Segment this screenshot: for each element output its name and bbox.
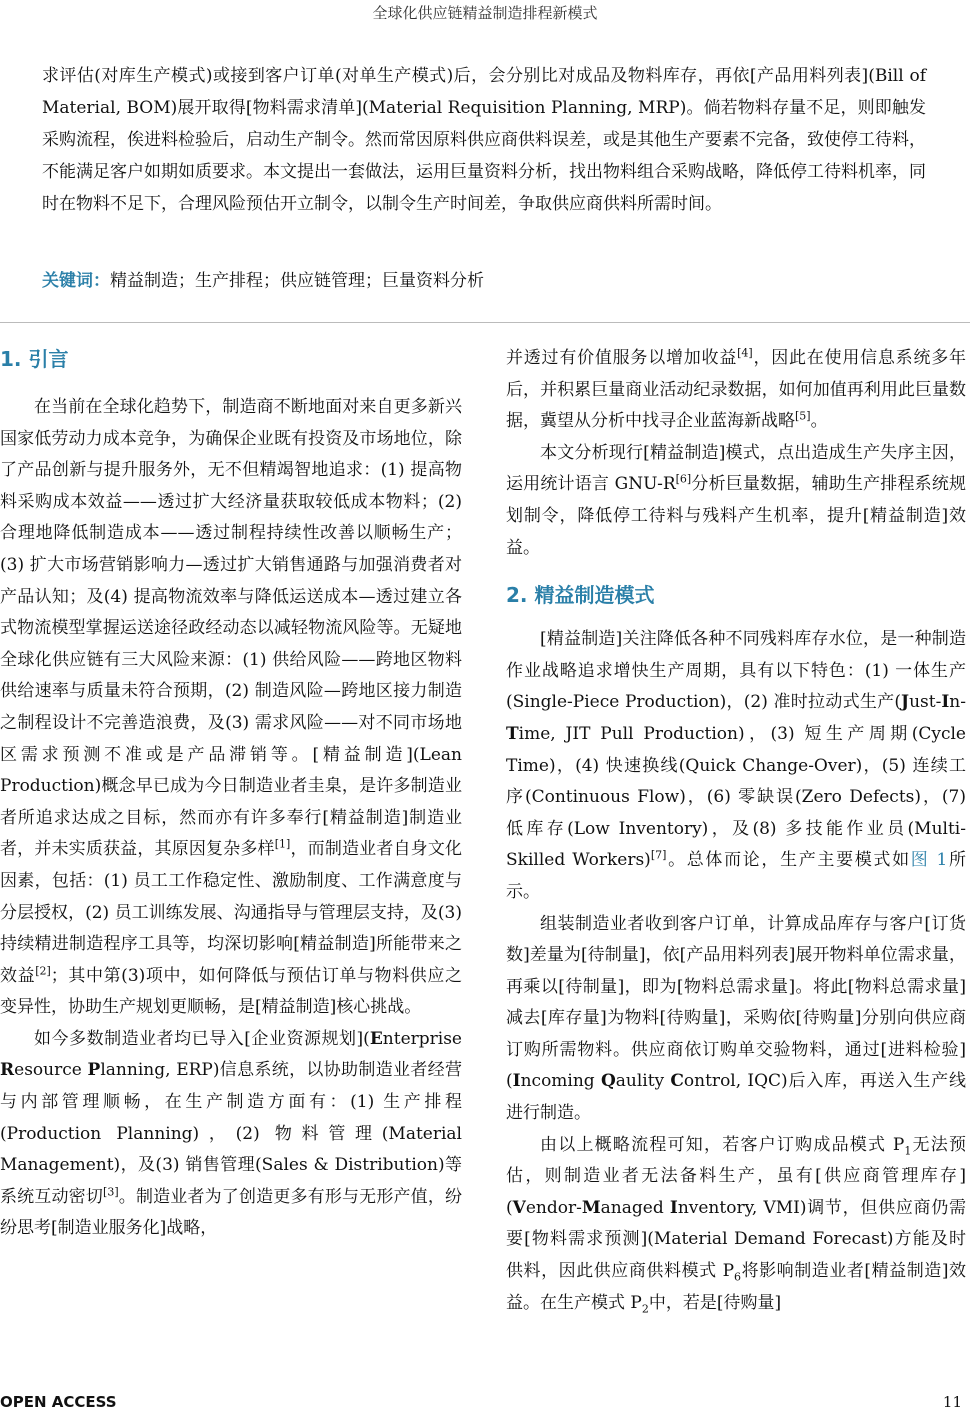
bold-initial: I xyxy=(941,692,950,713)
footer-open-access: OPEN ACCESS xyxy=(0,1393,117,1411)
bold-initial: P xyxy=(87,1060,101,1081)
text-run: nterprise xyxy=(382,1028,462,1049)
citation-2: [2] xyxy=(35,964,51,978)
bold-initial: M xyxy=(581,1197,601,1218)
text-run: aulity xyxy=(615,1071,671,1092)
intro-paragraph-3 xyxy=(506,343,966,438)
section-heading-lean-production: 2. 精益制造模式 xyxy=(506,583,655,608)
bold-initial: C xyxy=(670,1071,684,1092)
citation-7: [7] xyxy=(650,848,667,862)
bold-initial: V xyxy=(512,1197,526,1218)
bold-initial: Q xyxy=(600,1071,616,1092)
subscript: 6 xyxy=(734,1270,742,1284)
section-heading-introduction: 1. 引言 xyxy=(0,347,69,371)
text-run: anaged xyxy=(600,1197,670,1218)
bold-initial: T xyxy=(506,723,519,744)
lean-paragraph-1 xyxy=(506,624,966,908)
bold-initial: I xyxy=(669,1197,678,1218)
text-run: ；其中第(3)项中，如何降低与预估订单与物料供应之变异性，协助生产规划更顺畅，是[精益制造]核心挑战。 xyxy=(0,965,462,1018)
text-run: ime, JIT Pull Production)，(3) 短生产周期(Cycle Time)，(4) 快速换线(Quick Change-Over)，(5) 连续工序(Continuous Flow)，(6) 零缺误(Zero Defects)，(7) 低库存(Low Inventory)，及(8) 多技能作业员(Multi-Skilled Workers) xyxy=(506,723,966,871)
text-run: 如今多数制造业者均已导入[企业资源规划]( xyxy=(34,1028,370,1049)
figure-1-link[interactable]: 图 1 xyxy=(910,850,948,871)
page-number: 11 xyxy=(942,1393,962,1411)
subscript: 2 xyxy=(641,1302,649,1316)
bold-initial: J xyxy=(901,692,910,713)
text-run: 由以上概略流程可知，若客户订购成品模式 P xyxy=(540,1134,905,1155)
abstract-text: 求评估(对库生产模式)或接到客户订单(对单生产模式)后，会分别比对成品及物料库存，再依[产品用料列表](Bill of Material, BOM)展开取得[物料需求清单](Material Requisition Planning, MRP)。倘若物料存量不足，则即触发采购流程，俟进料检验后，启动生产制令。然而常因原料供应商供料误差，或是其他生产要素不完备，致使停工待料，不能满足客户如期如质要求。本文提出一套做法，运用巨量资料分析，找出物料组合采购战略，降低停工待料机率，同时在物料不足下，合理风险预估开立制令，以制令生产时间差，争取供应商供料所需时间。 xyxy=(42,66,926,214)
text-run: n- xyxy=(949,692,966,713)
section-divider xyxy=(0,322,970,323)
citation-3: [3] xyxy=(103,1185,119,1199)
intro-paragraph-2 xyxy=(0,1024,462,1245)
citation-6: [6] xyxy=(675,472,692,486)
right-column xyxy=(506,343,966,1319)
lean-paragraph-2 xyxy=(506,909,966,1130)
text-run: 所示。 xyxy=(506,850,966,902)
bold-initial: I xyxy=(512,1071,521,1092)
text-run: ncoming xyxy=(520,1071,601,1092)
bold-initial: R xyxy=(0,1060,15,1081)
text-run: 在当前在全球化趋势下，制造商不断地面对来自更多新兴国家低劳动力成本竞争，为确保企业既有投资及市场地位，除了产品创新与提升服务外，无不但精竭智地追求：(1) 提高物料采购成本效益——透过扩大经济量获取较低成本物料；(2) 合理地降低制造成本——透过制程持续性改善以顺畅生产；(3) 扩大市场营销影响力—透过扩大销售通路与加强消费者对产品认知；及(4) 提高物流效率与降低运送成本—透过建立各式物流模型掌握运送途径政经动态以减轻物流风险等。无疑地全球化供应链有三大风险来源：(1) 供给风险——跨地区物料供给速率与质量未符合预期，(2) 制造风险—跨地区接力制造之制程设计不完善造浪费，及(3) 需求风险——对不同市场地区需求预测不准或是产品滞销等。[精益制造](Lean Production)概念早已成为今日制造业者圭臬，是许多制造业者所追求达成之目标，然而亦有许多奉行[精益制造]制造业者，并未实质获益，其原因复杂多样 xyxy=(0,397,462,860)
keywords-text: 精益制造；生产排程；供应链管理；巨量资料分析 xyxy=(110,271,484,291)
keywords xyxy=(42,266,926,296)
text-run: nventory, VMI)调节，但供应商仍需要[物料需求预测](Material Demand Forecast)方能及时供料，因此供应商供料模式 P xyxy=(506,1197,966,1282)
text-run: 无法预估，则制造业者无法备料生产，虽有[供应商管理库存]( xyxy=(506,1134,967,1218)
text-run: 中，若是[待购量] xyxy=(648,1292,782,1313)
text-run: 。总体而论，生产主要模式如 xyxy=(666,850,911,871)
text-run: 组装制造业者收到客户订单，计算成品库存与客户[订货数]差量为[待制量]，依[产品用料列表]展开物料单位需求量，再乘以[待制量]，即为[物料总需求量]。将此[物料总需求量]减去[库存量]为物料[待购量]，采购依[待购量]分别向供应商订购所需物料。供应商依订购单交验物料，通过[进料检验]( xyxy=(506,913,966,1092)
intro-paragraph-4 xyxy=(506,438,966,564)
text-run: 本文分析现行[精益制造]模式，点出造成生产失序主因，运用统计语言 GNU-R xyxy=(506,442,966,495)
text-run: esource xyxy=(14,1060,88,1081)
text-run: 并透过有价值服务以增加收益 xyxy=(506,348,738,368)
text-run: endor- xyxy=(525,1197,582,1218)
text-run: ，而制造业者自身文化因素，包括：(1) 员工工作稳定性、激励制度、工作满意度与分层授权，(2) 员工训练发展、沟通指导与管理层支持，及(3) 持续精进制造程序工具等，均深切影响[精益制造]所能带来之效益 xyxy=(0,839,463,986)
text-run: 。制造业者为了创造更多有形与无形产值，纷纷思考[制造业服务化]战略， xyxy=(0,1186,463,1239)
subscript: 1 xyxy=(904,1144,912,1158)
text-run: 。 xyxy=(810,411,828,432)
left-column xyxy=(0,342,462,1245)
bold-initial: E xyxy=(369,1028,383,1049)
text-run: 将影响制造业者[精益制造]效益。在生产模式 P xyxy=(506,1261,967,1313)
lean-paragraph-3 xyxy=(506,1130,966,1320)
citation-4: [4] xyxy=(737,346,753,360)
text-run: [精益制造]关注降低各种不同残料库存水位，是一种制造作业战略追求增快生产周期，具有以下特色：(1) 一体生产(Single-Piece Production)，(2) 准时拉动式生产( xyxy=(506,629,966,713)
text-run: ，因此在使用信息系统多年后，并积累巨量商业活动纪录数据，如何加值再利用此巨量数据，冀望从分析中找寻企业蓝海新战略 xyxy=(506,348,967,432)
text-run: 分析巨量数据，辅助生产排程系统规划制令，降低停工待料与残料产生机率，提升[精益制造]效益。 xyxy=(506,474,966,558)
text-run: lanning, ERP)信息系统，以协助制造业者经营与内部管理顺畅，在生产制造方面有：(1) 生产排程(Production Planning)，(2) 物料管理(Material Management)，及(3) 销售管理(Sales & Distribution)等系统互动密切 xyxy=(0,1060,462,1207)
citation-1: [1] xyxy=(274,837,291,851)
abstract xyxy=(42,60,926,220)
text-run: ust- xyxy=(909,692,942,713)
keywords-label: 关键词： xyxy=(42,271,110,291)
intro-paragraph-1 xyxy=(0,392,462,1024)
text-run: ontrol, IQC)后入库，再送入生产线进行制造。 xyxy=(506,1071,966,1124)
running-header: 全球化供应链精益制造排程新模式 xyxy=(372,4,598,22)
citation-5: [5] xyxy=(795,409,811,423)
